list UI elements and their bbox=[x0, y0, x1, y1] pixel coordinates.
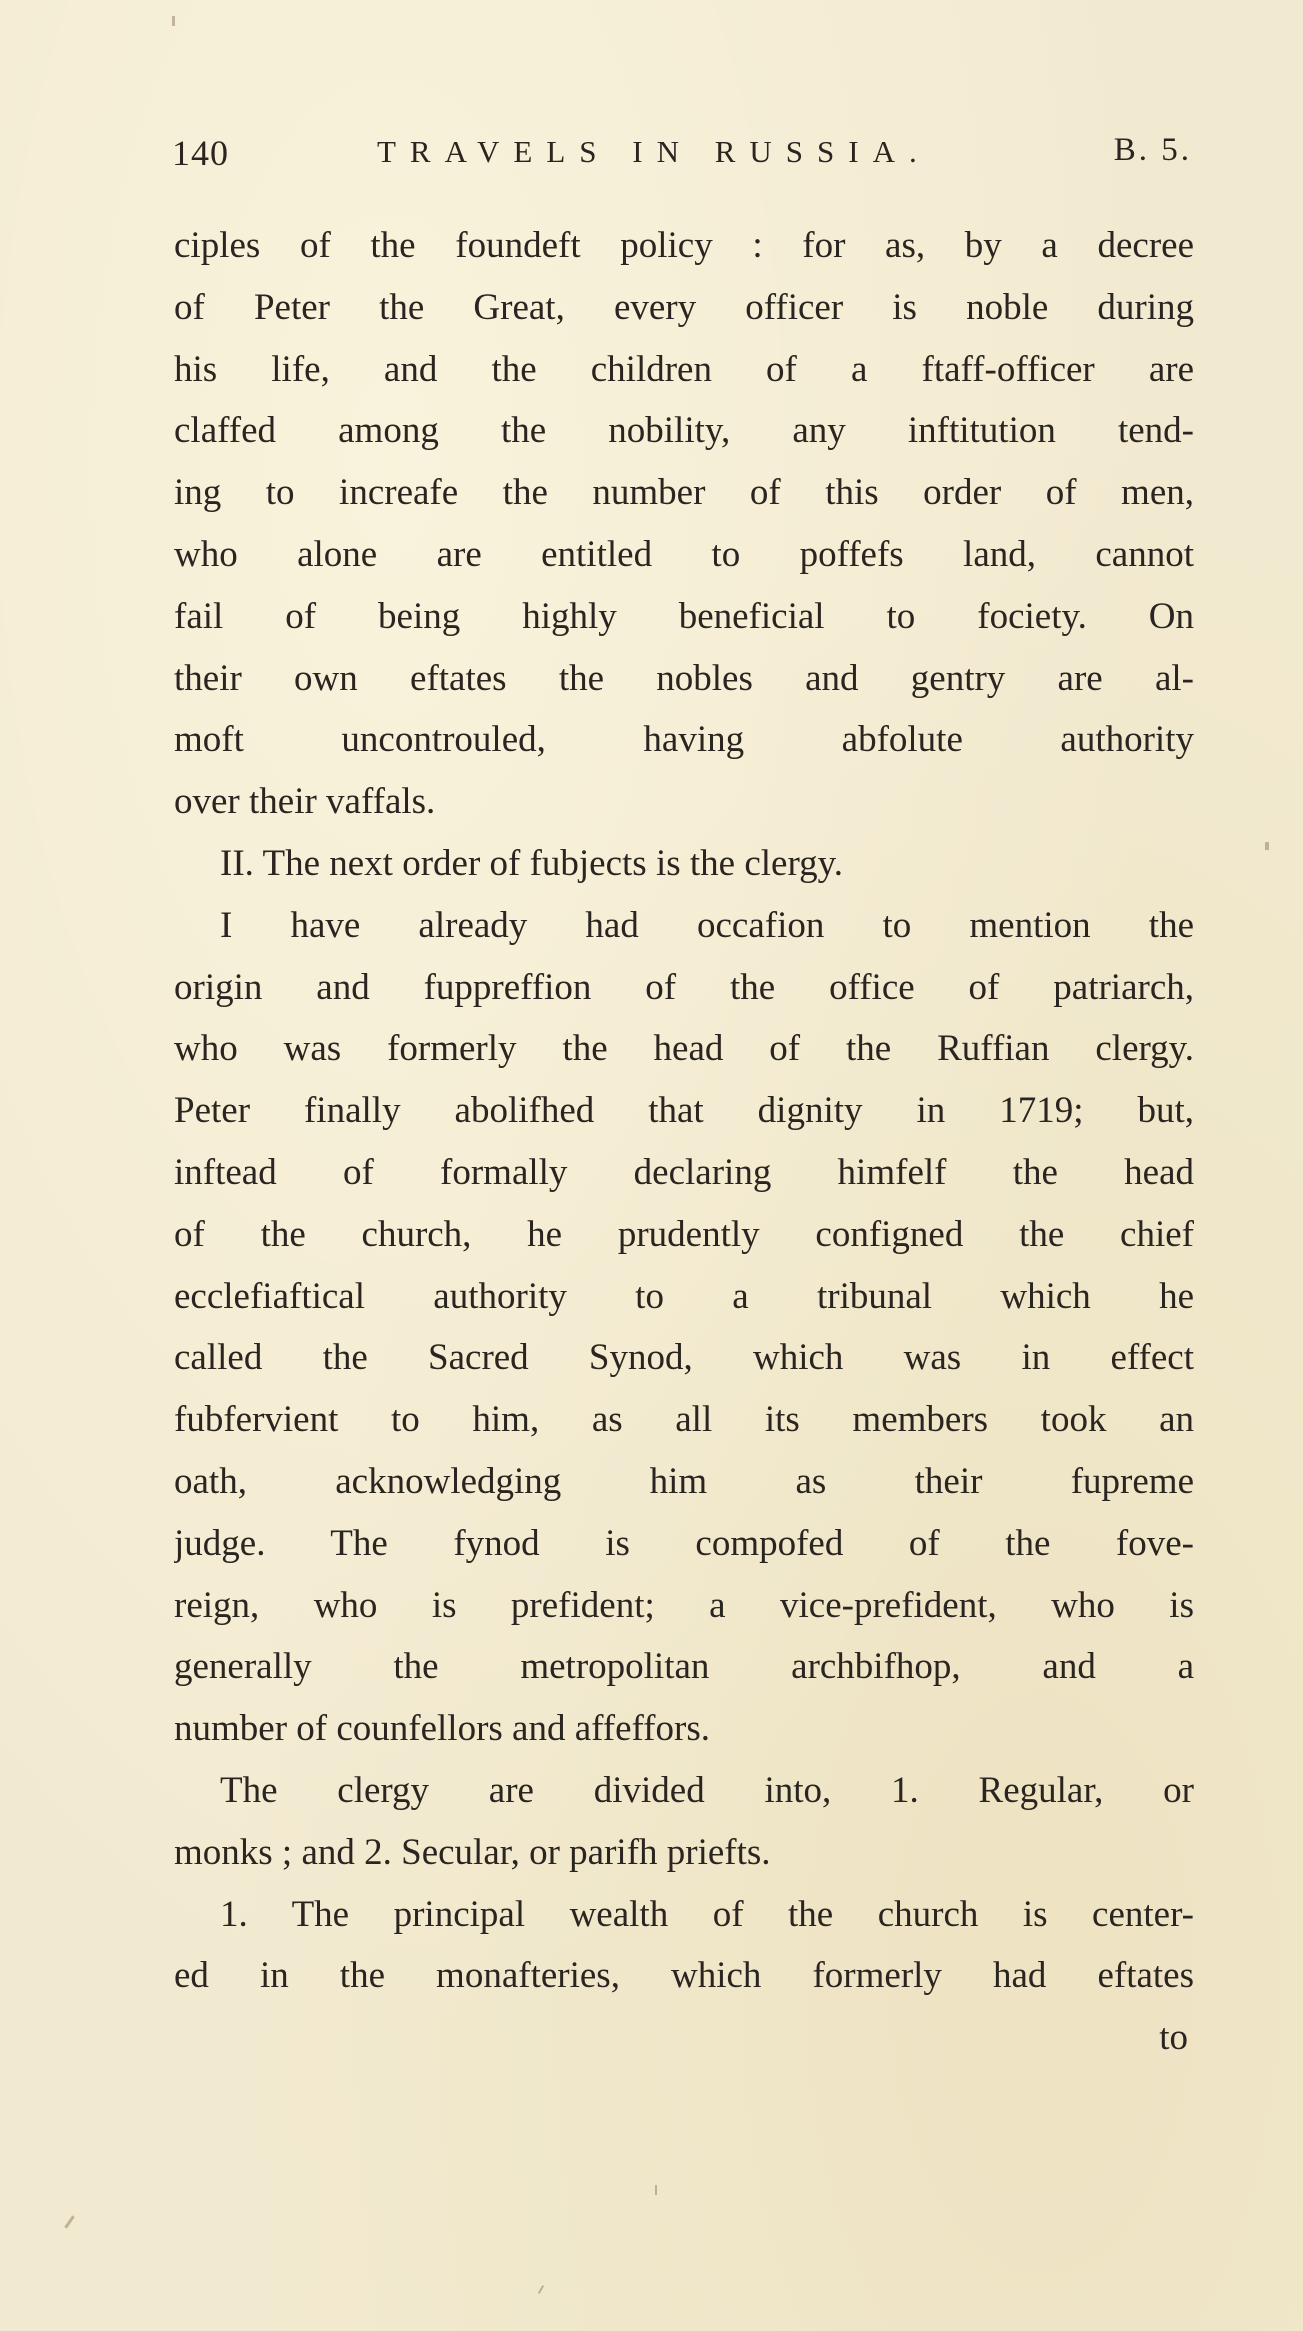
running-title: TRAVELS IN RUSSIA. bbox=[377, 134, 931, 169]
text-line: fubfervient to him, as all its members took an bbox=[174, 1399, 1194, 1441]
text-line: of the church, he prudently configned the chief bbox=[174, 1213, 1194, 1255]
paper-speck bbox=[655, 2185, 657, 2195]
text-line: I have already had occafion to mention the bbox=[220, 904, 1194, 946]
catchword: to bbox=[1159, 2017, 1188, 2059]
text-line: called the Sacred Synod, which was in effect bbox=[174, 1337, 1194, 1379]
text-line: II. The next order of fubjects is the clergy. bbox=[220, 842, 843, 884]
text-line: who was formerly the head of the Ruffian clergy. bbox=[174, 1028, 1194, 1070]
text-line: who alone are entitled to poffefs land, cannot bbox=[174, 533, 1194, 575]
text-line: ecclefiaftical authority to a tribunal which he bbox=[174, 1275, 1194, 1317]
paper-speck bbox=[172, 16, 175, 26]
paper-speck bbox=[64, 2215, 74, 2228]
text-line: reign, who is prefident; a vice-prefident, who is bbox=[174, 1584, 1194, 1626]
paper-speck bbox=[538, 2285, 544, 2294]
text-line: fail of being highly beneficial to fociety. On bbox=[174, 595, 1194, 637]
text-line: judge. The fynod is compofed of the fove- bbox=[174, 1522, 1194, 1564]
text-line: Peter finally abolifhed that dignity in 1719; but, bbox=[174, 1090, 1194, 1132]
text-line: origin and fuppreffion of the office of patriarch, bbox=[174, 966, 1194, 1008]
body-text bbox=[174, 215, 1194, 2069]
page-number: 140 bbox=[172, 133, 229, 173]
text-line: generally the metropolitan archbifhop, and a bbox=[174, 1646, 1194, 1688]
text-line: 1. The principal wealth of the church is center- bbox=[220, 1893, 1194, 1935]
text-line: ed in the monafteries, which formerly had eftates bbox=[174, 1955, 1194, 1997]
text-line: The clergy are divided into, 1. Regular, or bbox=[220, 1769, 1194, 1811]
text-line: over their vaffals. bbox=[174, 781, 436, 823]
text-line: ing to increafe the number of this order of men, bbox=[174, 472, 1194, 514]
text-line: moft uncontrouled, having abfolute authority bbox=[174, 719, 1194, 761]
text-line: claffed among the nobility, any inftitution tend- bbox=[174, 410, 1194, 452]
book-number: B. 5. bbox=[1113, 132, 1192, 168]
text-line: number of counfellors and affeffors. bbox=[174, 1708, 710, 1750]
running-header bbox=[172, 132, 1192, 182]
text-line: oath, acknowledging him as their fupreme bbox=[174, 1460, 1194, 1502]
text-line: his life, and the children of a ftaff-officer are bbox=[174, 348, 1194, 390]
text-line: monks ; and 2. Secular, or parifh priefts. bbox=[174, 1831, 771, 1873]
paper-speck bbox=[1265, 842, 1269, 850]
text-line: their own eftates the nobles and gentry are al- bbox=[174, 657, 1194, 699]
text-line: ciples of the foundeft policy : for as, by a decree bbox=[174, 225, 1194, 266]
text-line: inftead of formally declaring himfelf the head bbox=[174, 1151, 1194, 1193]
text-line: of Peter the Great, every officer is noble during bbox=[174, 286, 1194, 328]
